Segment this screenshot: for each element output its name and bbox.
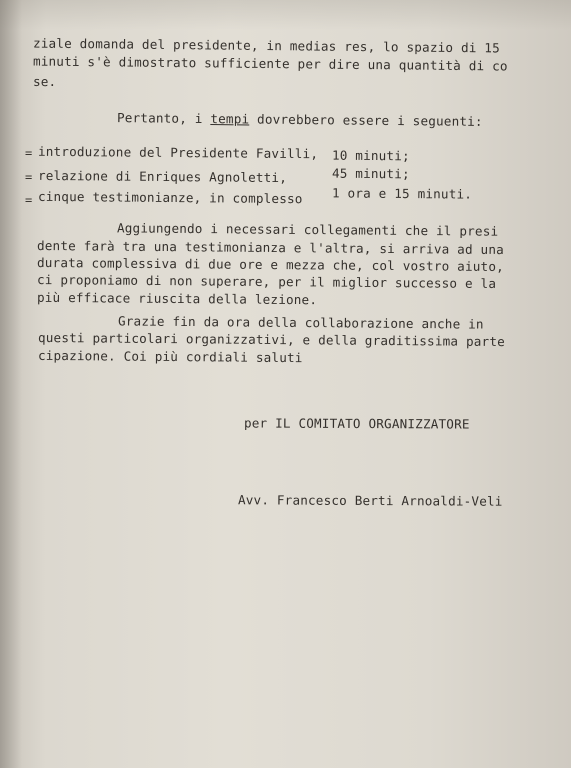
para3-line-3: cipazione. Coi più cordiali saluti: [37, 347, 303, 366]
times-intro-line: [117, 110, 483, 129]
para1-line-1: ziale domanda del presidente, in medias res, lo spazio di 15: [32, 35, 501, 56]
para3-line-2: questi particolari organizzativi, e della graditissima parte: [37, 329, 505, 350]
schedule-bullet-1: =: [25, 146, 33, 160]
schedule-time-1: 10 minuti;: [331, 147, 410, 164]
schedule-label-1: introduzione del Presidente Favilli,: [37, 143, 319, 162]
times-intro-underlined: tempi: [210, 111, 250, 127]
para2-line-2: dente farà tra una testimonianza e l'altra, si arriva ad una: [36, 237, 504, 258]
para2-line-1: Aggiungendo i necessari collegamenti che il presi: [116, 220, 499, 239]
signature-committee: per IL COMITATO ORGANIZZATORE: [243, 415, 470, 432]
times-intro-before: Pertanto, i: [116, 110, 211, 127]
schedule-time-3: 1 ora e 15 minuti.: [331, 185, 473, 202]
page-shadow-top: [0, 0, 571, 30]
schedule-label-2: relazione di Enriques Agnoletti,: [37, 167, 288, 186]
para3-line-1: Grazie fin da ora della collaborazione anche in: [117, 313, 484, 332]
para2-line-3: durata complessiva di due ore e mezza che, col vostro aiuto,: [36, 254, 504, 275]
para1-line-3: se.: [32, 73, 57, 90]
schedule-bullet-3: =: [25, 193, 33, 207]
para2-line-5: più efficace riuscita della lezione.: [36, 289, 318, 308]
para1-line-2: minuti s'è dimostrato sufficiente per dire una quantità di co: [32, 53, 508, 74]
page-shadow-left: [0, 0, 22, 768]
schedule-time-2: 45 minuti;: [331, 165, 410, 182]
para2-line-4: ci proponiamo di non superare, per il miglior successo e la: [36, 271, 497, 292]
schedule-bullet-2: =: [25, 170, 33, 184]
schedule-label-3: cinque testimonianze, in complesso: [37, 188, 303, 207]
signature-name: Avv. Francesco Berti Arnoaldi-Veli: [237, 492, 503, 509]
times-intro-after: dovrebbero essere i seguenti:: [249, 111, 483, 129]
